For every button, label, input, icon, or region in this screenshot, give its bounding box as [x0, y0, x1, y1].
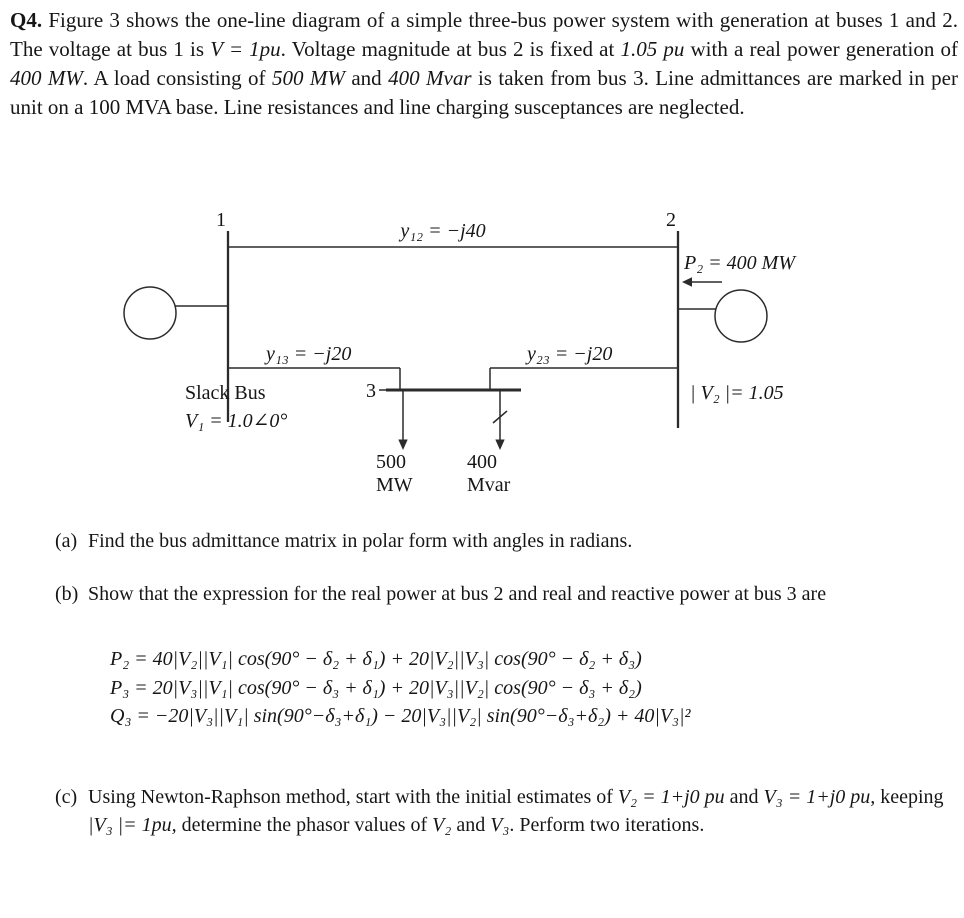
question-text-run: with a real power generation of — [684, 37, 958, 61]
part-a — [55, 527, 960, 555]
voltage-bus2-term: 1.05 pu — [620, 37, 685, 61]
load-mvar-unit-label: Mvar — [467, 474, 511, 496]
equation-q3: Q₃ = −20|V₃||V₁| sin(90°−δ₃+δ₁) − 20|V₃||V₂| sin(90°−δ₃+δ₂) + 40|V₃|² — [110, 705, 691, 727]
load-mvar-arrow-head-icon — [495, 440, 504, 451]
question-text-run: . A load consisting of — [82, 66, 272, 90]
part-c-text-run: and — [451, 814, 491, 836]
part-c — [55, 783, 957, 839]
part-c-text-run: Using Newton-Raphson method, start with the initial estimates of — [88, 786, 618, 808]
part-a-label: (a) — [55, 530, 78, 552]
load-mvar-term: 400 Mvar — [388, 66, 472, 90]
v3-term: V₃ — [490, 814, 510, 836]
part-b-text: Show that the expression for the real power at bus 2 and real and reactive power at bus 3 are — [88, 583, 827, 605]
p2-arrow-head-icon — [682, 277, 692, 287]
part-b-label: (b) — [55, 583, 79, 605]
equation-p3: P₃ = 20|V₃||V₁| cos(90° − δ₃ + δ₁) + 20|V₃||V₂| cos(90° − δ₃ + δ₂) — [110, 676, 642, 699]
one-line-diagram — [0, 200, 964, 500]
load-mvar-value-label: 400 — [467, 451, 497, 473]
generator-1-icon — [124, 287, 176, 339]
v3-initial-estimate-term: V₃ = 1+j0 pu, — [763, 786, 876, 808]
question-number: Q4. — [10, 8, 43, 32]
v2-initial-estimate-term: V₂ = 1+j0 pu — [617, 786, 725, 808]
bus2-number-label: 2 — [666, 209, 676, 231]
bus1-number-label: 1 — [216, 209, 226, 231]
load-mw-arrow-head-icon — [398, 440, 407, 451]
load-mw-unit-label: MW — [376, 474, 413, 496]
diagram-labels — [185, 209, 797, 496]
part-c-text-run: . Perform two iterations. — [509, 814, 705, 836]
p2-generation-label: P₂ = 400 MW — [684, 252, 795, 274]
question-text-run: and — [344, 66, 389, 90]
question-text-run: . Voltage magnitude at bus 2 is fixed at — [280, 37, 621, 61]
part-a-text: Find the bus admittance matrix in polar form with angles in radians. — [88, 530, 633, 552]
v1-voltage-label: V₁ = 1.0∠0° — [185, 410, 288, 432]
slack-bus-label: Slack Bus — [185, 382, 266, 404]
line-2-3-admittance-label: y₂₃ = −j20 — [527, 343, 613, 365]
line-1-2-admittance-label: y₁₂ = −j40 — [400, 220, 486, 242]
equations-block — [110, 645, 691, 731]
load-mw-value-label: 500 — [376, 451, 406, 473]
voltage-bus1-term: V = 1pu — [210, 37, 281, 61]
v2-term: V₂ — [432, 814, 452, 836]
v3-magnitude-constraint-term: |V₃ |= 1pu, — [88, 814, 177, 836]
generation-term: 400 MW — [10, 66, 83, 90]
part-b — [55, 580, 963, 608]
part-c-label: (c) — [55, 786, 78, 808]
line-1-3-admittance-label: y₁₃ = −j20 — [266, 343, 352, 365]
load-mw-term: 500 MW — [271, 66, 345, 90]
question-text-run: Figure 3 shows the one-line diagram of a simple three-bus power system with generation at buses 1 and 2. The voltage at bus 1 is — [10, 8, 958, 61]
part-c-text-run: determine the phasor values of — [176, 814, 433, 836]
part-c-text-run: and — [724, 786, 764, 808]
v2-magnitude-label: | V₂ |= 1.05 — [690, 382, 784, 404]
question-text-run: is taken from bus 3. Line admittances are marked in per unit on a 100 MVA base. Line resistances and line charging susceptances are neglected. — [10, 66, 958, 119]
equation-p2: P₂ = 40|V₂||V₁| cos(90° − δ₂ + δ₁) + 20|V₂||V₃| cos(90° − δ₂ + δ₃) — [110, 648, 642, 670]
question-paragraph — [10, 6, 958, 122]
generator-2-icon — [715, 290, 767, 342]
part-c-text — [88, 783, 957, 839]
bus3-number-label: 3 — [366, 380, 376, 402]
part-c-text-run: keeping — [875, 786, 944, 808]
